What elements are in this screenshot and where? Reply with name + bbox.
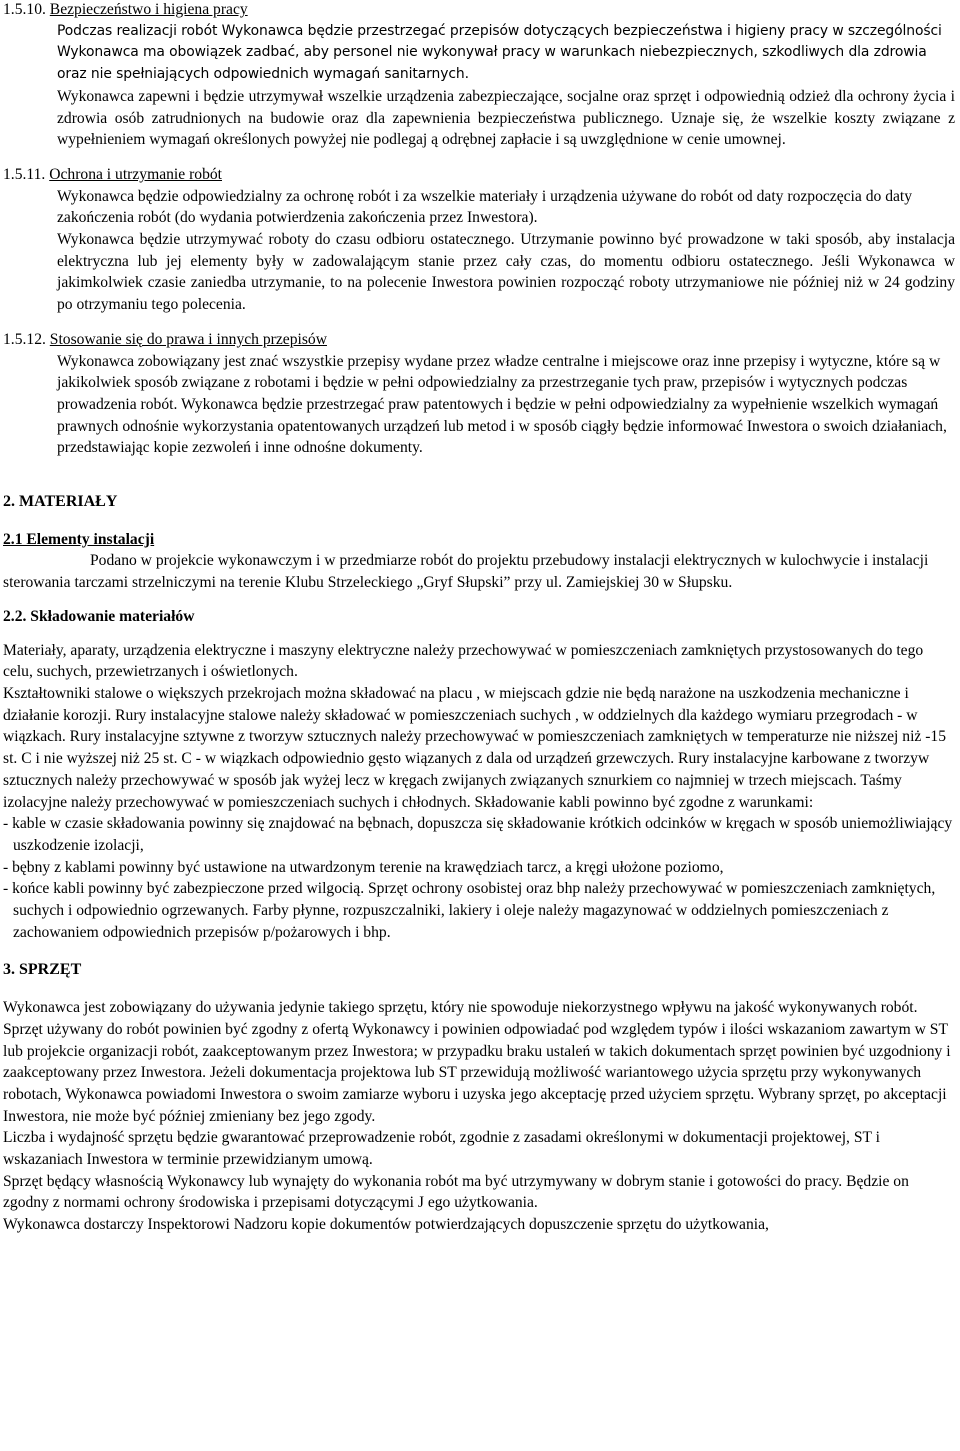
section-number: 1.5.10. [3,1,46,18]
section-heading [3,329,955,351]
subsection-title: 2.1 Elementy instalacji [3,530,155,548]
paragraph: Podano w projekcie wykonawczym i w przedmiarze robót do projektu przebudowy instalacji elektrycznych w kulochwycie i instalacji sterowania tarczami strzelniczymi na terenie Klubu Strzeleckiego „Gryf Słupski” przy ul. Zamiejskiej 30 w Słupsku. [3,552,929,592]
section-number: 1.5.11. [3,165,46,183]
paragraph: Wykonawca dostarczy Inspektorowi Nadzoru kopie dokumentów potwierdzających dopuszczenie sprzętu do użytkowania, [3,1216,769,1234]
list-item: - końce kabli powinny być zabezpieczone przed wilgocią. Sprzęt ochrony osobistej oraz bhp należy przechowywać w pomieszczeniach zamkniętych, suchych i odpowiednio ogrzewanych. Farby płynne, rozpuszczalniki, lakiery i oleje należy magazynować w oddzielnych pomieszczeniach z zachowaniem odpowiednich przepisów p/pożarowych i bhp. [3,880,936,941]
section-number: 1.5.12. [3,330,46,348]
list-item: - kable w czasie składowania powinny się znajdować na bębnach, dopuszcza się składowanie krótkich odcinków w kręgach w sposób uniemożliwiający uszkodzenie izolacji, [3,815,953,854]
storage-conditions-list [3,813,955,943]
section-heading [3,0,955,21]
subsection-title: 2.2. Składowanie materiałów [3,607,195,625]
paragraph: Wykonawca jest zobowiązany do używania jedynie takiego sprzętu, który nie spowoduje niekorzystnego wpływu na jakość wykonywanych robót. Sprzęt używany do robót powinien być zgodny z ofertą Wykonawcy i powinien odpowiadać pod względem typów i ilości wskazaniom zawartym w ST lub projekcie organizacji robót, zaakceptowanym przez Inwestora; w przypadku braku ustaleń w takich dokumentach sprzęt powinien być uzgodniony i zaakceptowany przez Inwestora. Jeżeli dokumentacja projektowa lub ST przewidują możliwość wariantowego użycia sprzętu przy wykonywanych robotach, Wykonawca powiadomi Inwestora o swoim zamiarze wyboru i uzyska jego akceptację przed użyciem sprzętu. Wybrany sprzęt, po akceptacji Inwestora, nie może być później zmieniany bez jego zgody. [3,999,951,1125]
section-1-5-11 [3,164,955,316]
paragraph: Sprzęt będący własnością Wykonawcy lub wynajęty do wykonania robót ma być utrzymywany w dobrym stanie i gotowości do pracy. Będzie on zgodny z normami ochrony środowiska i przepisami dotyczącymi J ego użytkowania. [3,1172,909,1212]
paragraph: Kształtowniki stalowe o większych przekrojach można składować na placu , w miejscach gdzie nie będą narażone na uszkodzenia mechaniczne i działanie korozji. Rury instalacyjne stalowe należy składować w pomieszczeniach suchych , w oddzielnych dla każdego wymiaru przegrodach - w wiązkach. Rury instalacyjne sztywne z tworzyw sztucznych należy przechowywać w pomieszczeniach zamkniętych w temperaturze nie niższej niż -15 st. C i nie wyższej niż 25 st. C - w wiązkach odpowiednio gęsto wiązanych z dala od urządzeń grzewczych. Rury instalacyjne karbowane z tworzyw sztucznych należy przechowywać w sposób jak wyżej lecz w kręgach zwijanych związanych sznurkiem co najmniej w trzech miejscach. Taśmy izolacyjne należy przechowywać w pomieszczeniach suchych i chłodnych. Składowanie kabli powinno być zgodne z warunkami: [3,684,947,811]
section-title: Bezpieczeństwo i higiena pracy [49,1,248,18]
section-1-5-12 [3,329,955,459]
paragraph: Podczas realizacji robót Wykonawca będzie przestrzegać przepisów dotyczących bezpieczeństwa i higieny pracy w szczególności Wykonawca ma obowiązek zadbać, aby personel nie wykonywał pracy w warunkach niebezpiecznych, szkodliwych dla zdrowia oraz nie spełniających odpowiednich wymagań sanitarnych. [57,22,942,83]
section-1-5-10 [3,0,955,151]
document-page [3,0,955,1236]
paragraph: Wykonawca będzie odpowiedzialny za ochronę robót i za wszelkie materiały i urządzenia używane do robót od daty rozpoczęcia do daty zakończenia robót (do wydania potwierdzenia zakończenia przez Inwestora). [57,187,913,227]
chapter-heading: 2. MATERIAŁY [3,493,118,511]
paragraph: Wykonawca zapewni i będzie utrzymywał wszelkie urządzenia zabezpieczające, socjalne oraz sprzęt i odpowiednią odzież dla ochrony życia i zdrowia osób zatrudnionych na budowie oraz dla zapewnienia bezpieczeństwa publicznego. Uznaje się, że wszelkie koszty związane z wypełnieniem wymagań określonych powyżej nie podlegaj ą odrębnej zapłacie i są uwzględnione w cenie umownej. [57,87,955,149]
paragraph: Liczba i wydajność sprzętu będzie gwarantować przeprowadzenie robót, zgodnie z zasadami określonymi w dokumentacji projektowej, ST i wskazaniach Inwestora w terminie przewidzianym umową. [3,1129,880,1169]
section-title: Stosowanie się do prawa i innych przepisów [49,330,327,348]
paragraph: Materiały, aparaty, urządzenia elektryczne i maszyny elektryczne należy przechowywać w pomieszczeniach zamkniętych przystosowanych do tego celu, suchych, przewietrzanych i oświetlonych. [3,641,924,681]
section-heading [3,164,955,186]
section-title: Ochrona i utrzymanie robót [49,165,222,183]
paragraph: Wykonawca będzie utrzymywać roboty do czasu odbioru ostatecznego. Utrzymanie powinno być prowadzone w taki sposób, aby instalacja elektryczna lub jej elementy były w zadowalającym stanie przez cały czas, do momentu odbioru ostatecznego. Jeśli Wykonawca w jakimkolwiek czasie zaniedba utrzymanie, to na polecenie Inwestora powinien rozpocząć roboty utrzymaniowe nie później niż w 24 godziny po otrzymaniu tego polecenia. [57,231,955,314]
list-item: - bębny z kablami powinny być ustawione na utwardzonym terenie na krawędziach tarcz, a kręgi ułożone poziomo, [3,858,724,876]
chapter-heading: 3. SPRZĘT [3,961,82,979]
paragraph: Wykonawca zobowiązany jest znać wszystkie przepisy wydane przez władze centralne i miejscowe oraz inne przepisy i wytyczne, które są w jakikolwiek sposób związane z robotami i będzie w pełni odpowiedzialny za przestrzeganie tych praw, przepisów i wytycznych podczas prowadzenia robót. Wykonawca będzie przestrzegać praw patentowych i będzie w pełni odpowiedzialny za wypełnienie wszelkich wymagań prawnych odnośnie wykorzystania opatentowanych urządzeń lub metod i w sposób ciągły będzie informować Inwestora o swoich działaniach, przedstawiając kopie zezwoleń i inne odnośne dokumenty. [57,352,947,457]
